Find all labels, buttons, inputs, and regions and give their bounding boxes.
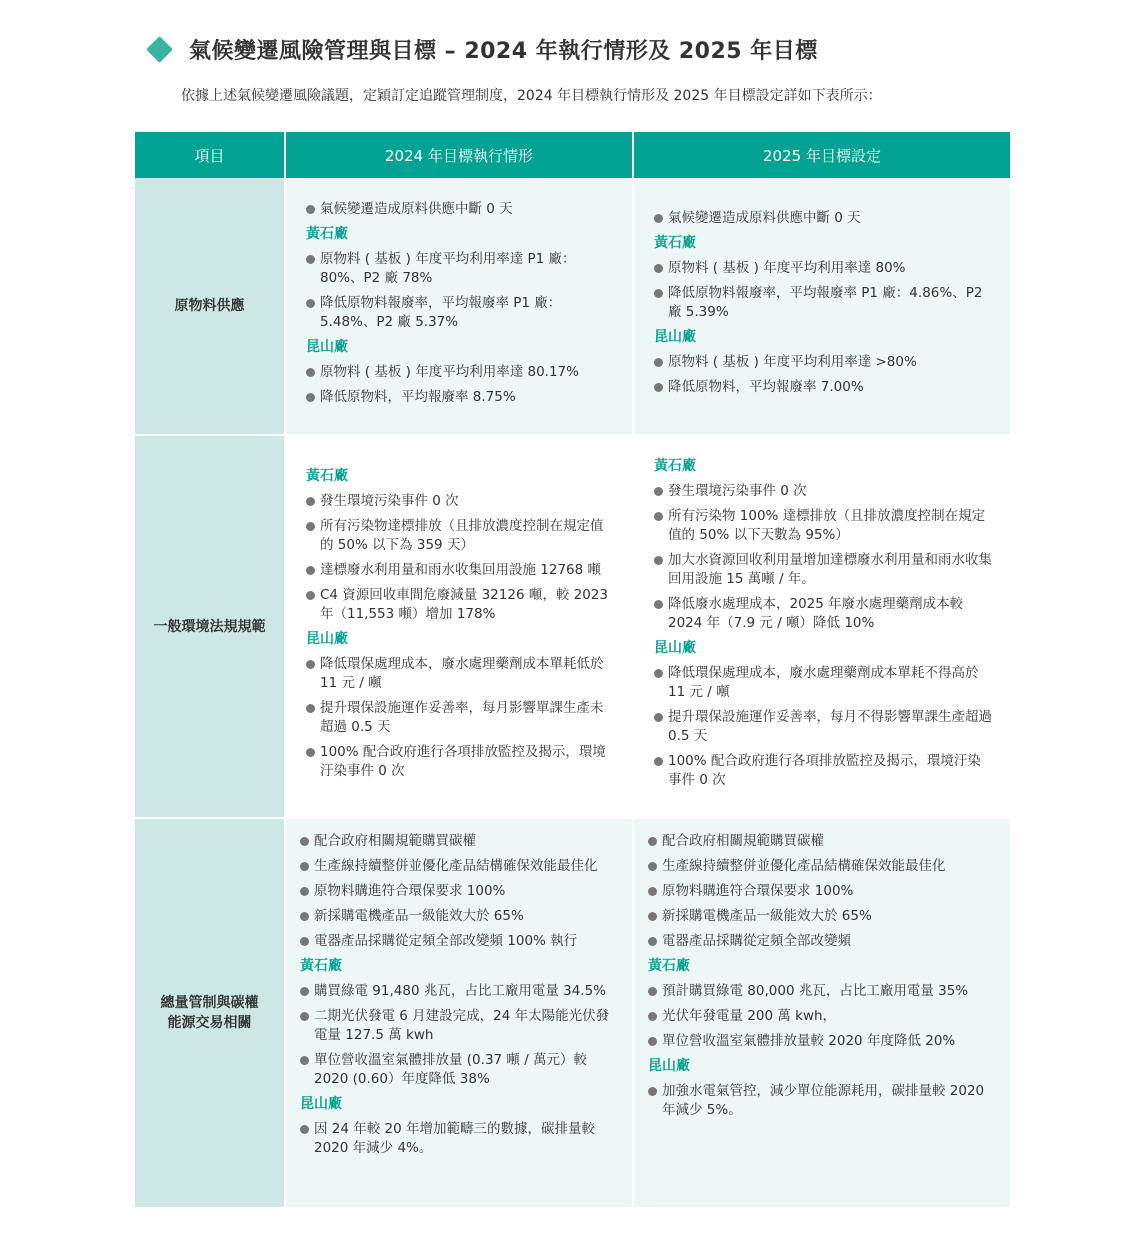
table-row-environmental-regulations	[135, 435, 1010, 818]
plant-heading: 黃石廠	[306, 467, 348, 484]
row-label-line: 原物料供應	[174, 298, 245, 314]
row-label	[135, 178, 285, 435]
list-item: 原物料購進符合環保要求 100%	[648, 882, 998, 901]
list-item: 加大水資源回收利用量增加達標廢水利用量和雨水收集回用設施 15 萬噸 / 年。	[654, 551, 994, 589]
list-item: 配合政府相關規範購買碳權	[648, 832, 998, 851]
row-label	[135, 435, 285, 818]
section-title: 氣候變遷風險管理與目標 – 2024 年執行情形及 2025 年目標	[189, 39, 818, 64]
header-2024: 2024 年目標執行情形	[285, 132, 633, 178]
list-item: 氣候變遷造成原料供應中斷 0 天	[306, 200, 614, 219]
list-item: 購買綠電 91,480 兆瓦，占比工廠用電量 34.5%	[300, 982, 618, 1001]
list-item: 降低原物料報廢率，平均報廢率 P1 廠：5.48%、P2 廠 5.37%	[306, 294, 614, 332]
list-item: 100% 配合政府進行各項排放監控及揭示，環境汙染事件 0 次	[654, 752, 994, 790]
diamond-icon	[146, 36, 173, 63]
list-item: 所有污染物 100% 達標排放（且排放濃度控制在規定值的 50% 以下天數為 95%）	[654, 507, 994, 545]
list-item: 單位營收溫室氣體排放量較 2020 年度降低 20%	[648, 1032, 998, 1051]
plant-heading: 昆山廠	[648, 1058, 690, 1074]
table-row-raw-material	[135, 178, 1010, 435]
header-2025: 2025 年目標設定	[633, 132, 1010, 178]
list-item: 單位營收溫室氣體排放量 (0.37 噸 / 萬元）較 2020 (0.60）年度降低 38%	[300, 1051, 618, 1089]
cell-2024	[286, 200, 632, 407]
list-item: 二期光伏發電 6 月建設完成，24 年太陽能光伏發電量 127.5 萬 kwh	[300, 1007, 618, 1045]
header-item: 項目	[135, 132, 285, 178]
list-item: 配合政府相關規範購買碳權	[300, 832, 618, 851]
plant-heading: 昆山廠	[300, 1096, 342, 1112]
plant-heading: 黃石廠	[306, 225, 348, 242]
list-item: 降低原物料，平均報廢率 8.75%	[306, 388, 614, 407]
list-item: 降低原物料，平均報廢率 7.00%	[654, 378, 994, 397]
list-item: 預計購買綠電 80,000 兆瓦，占比工廠用電量 35%	[648, 982, 998, 1001]
cell-2024	[286, 467, 632, 781]
list-item: 新採購電機產品一級能效大於 65%	[648, 907, 998, 926]
list-item: 100% 配合政府進行各項排放監控及揭示，環境汙染事件 0 次	[306, 743, 614, 781]
list-item: 光伏年發電量 200 萬 kwh，	[648, 1007, 998, 1026]
plant-heading: 黃石廠	[648, 958, 690, 974]
plant-heading: 昆山廠	[306, 630, 348, 647]
list-item: 原物料 ( 基板 ) 年度平均利用率達 80%	[654, 259, 994, 278]
list-item: 發生環境污染事件 0 次	[306, 492, 614, 511]
list-item: 發生環境污染事件 0 次	[654, 482, 994, 501]
list-item: 電器產品採購從定頻全部改變頻 100% 執行	[300, 932, 618, 951]
table-row-carbon-energy	[135, 818, 1010, 1208]
row-label-line: 能源交易相關	[167, 1015, 252, 1031]
cell-2025	[634, 457, 1010, 790]
list-item: 原物料 ( 基板 ) 年度平均利用率達 P1 廠：80%、P2 廠 78%	[306, 250, 614, 288]
plant-heading: 昆山廠	[306, 338, 348, 355]
list-item: 因 24 年較 20 年增加範疇三的數據，碳排量較 2020 年減少 4%。	[300, 1120, 618, 1158]
cell-2025	[634, 209, 1010, 397]
list-item: 降低環保處理成本，廢水處理藥劑成本單耗低於 11 元 / 噸	[306, 655, 614, 693]
list-item: 加強水電氣管控，減少單位能源耗用，碳排量較 2020 年減少 5%。	[648, 1082, 998, 1120]
list-item: 原物料購進符合環保要求 100%	[300, 882, 618, 901]
cell-2025	[634, 819, 1010, 1120]
list-item: 原物料 ( 基板 ) 年度平均利用率達 80.17%	[306, 363, 614, 382]
list-item: 達標廢水利用量和雨水收集回用設施 12768 噸	[306, 561, 614, 580]
cell-2024	[286, 819, 632, 1158]
list-item: 生產線持續整併並優化產品結構確保效能最佳化	[300, 857, 618, 876]
section-header	[144, 34, 818, 65]
list-item: 原物料 ( 基板 ) 年度平均利用率達 >80%	[654, 353, 994, 372]
list-item: 降低原物料報廢率，平均報廢率 P1 廠：4.86%、P2 廠 5.39%	[654, 284, 994, 322]
list-item: 提升環保設施運作妥善率，每月不得影響單課生產超過 0.5 天	[654, 708, 994, 746]
list-item: C4 資源回收車間危廢減量 32126 噸，較 2023 年（11,553 噸）增加 178%	[306, 586, 614, 624]
list-item: 降低廢水處理成本，2025 年廢水處理藥劑成本較 2024 年（7.9 元 / 噸）降低 10%	[654, 595, 994, 633]
list-item: 新採購電機產品一級能效大於 65%	[300, 907, 618, 926]
row-label-line: 一般環境法規規範	[153, 618, 266, 635]
list-item: 提升環保設施運作妥善率，每月影響單課生產未超過 0.5 天	[306, 699, 614, 737]
plant-heading: 黃石廠	[654, 458, 696, 474]
list-item: 降低環保處理成本，廢水處理藥劑成本單耗不得高於 11 元 / 噸	[654, 664, 994, 702]
table-header-row	[135, 132, 1010, 178]
list-item: 氣候變遷造成原料供應中斷 0 天	[654, 209, 994, 228]
plant-heading: 昆山廠	[654, 640, 696, 656]
climate-targets-table	[135, 132, 1010, 1209]
row-label-line: 總量管制與碳權	[160, 995, 259, 1011]
intro-text: 依據上述氣候變遷風險議題，定穎訂定追蹤管理制度，2024 年目標執行情形及 2025 年目標設定詳如下表所示：	[181, 88, 882, 104]
list-item: 生產線持續整併並優化產品結構確保效能最佳化	[648, 857, 998, 876]
plant-heading: 黃石廠	[300, 958, 342, 974]
plant-heading: 黃石廠	[654, 235, 696, 251]
list-item: 電器產品採購從定頻全部改變頻	[648, 932, 998, 951]
row-label	[135, 818, 285, 1208]
list-item: 所有污染物達標排放（且排放濃度控制在規定值的 50% 以下為 359 天）	[306, 517, 614, 555]
plant-heading: 昆山廠	[654, 329, 696, 345]
